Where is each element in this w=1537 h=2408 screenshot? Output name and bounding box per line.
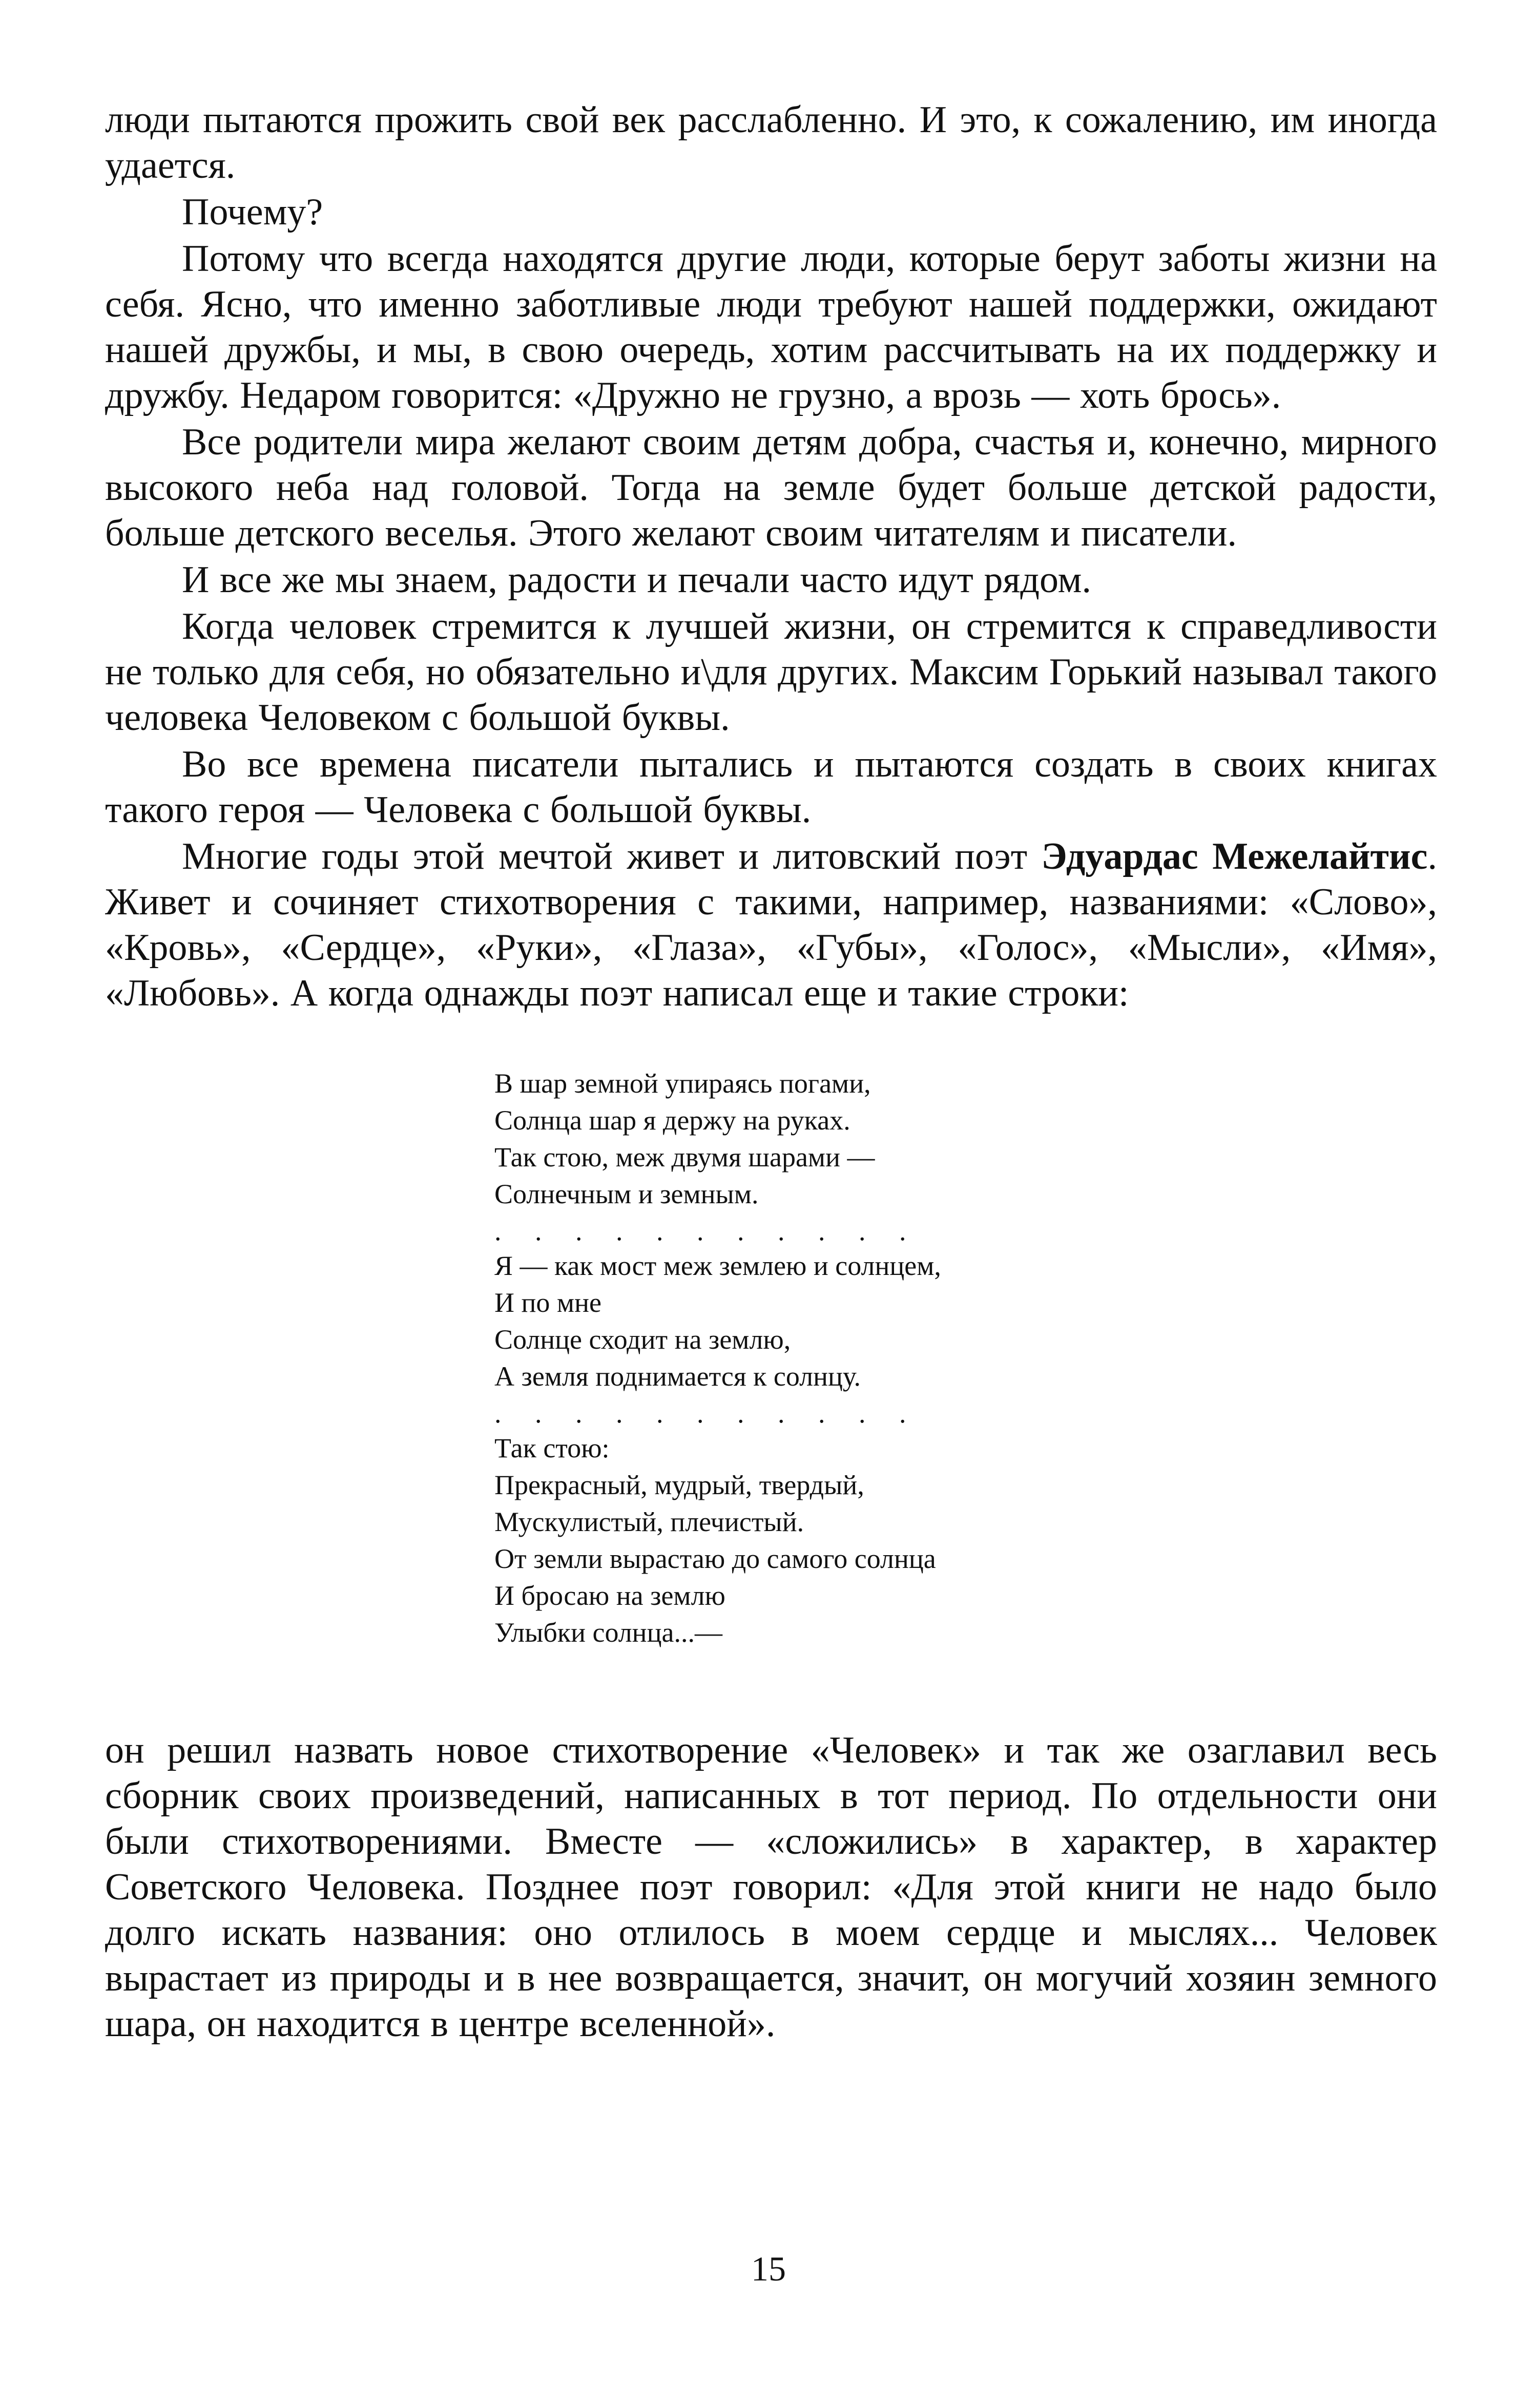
poem-line: Так стою: [494,1433,610,1463]
mezhelaitis-text-after: . Живет и сочиняет стихотворения с такими, например, названиями: «Слово», «Кровь», «Сердце», «Руки», «Глаза», «Губы», «Голос», «Мысли», «Имя», «Любовь». А когда однажды поэт написал еще и такие строки: [105,835,1437,1014]
poem-line: Я — как мост меж землею и солнцем, [494,1250,941,1281]
poem-line: А земля поднимается к солнцу. [494,1361,861,1392]
poem-line: Улыбки солнца...— [494,1617,722,1648]
poem-line: Прекрасный, мудрый, твердый, [494,1470,864,1500]
poem-ellipsis-row: . . . . . . . . . . . [494,1216,920,1246]
mezhelaitis-text-before: Многие годы этой мечтой живет и литовский поэт [182,835,1042,877]
paragraph-continuation: люди пытаются прожить свой век расслабленно. И это, к сожалению, им иногда удается. [105,99,1437,186]
poem-line: И по мне [494,1287,601,1318]
poem-line: В шар земной упираясь погами, [494,1068,871,1099]
poem-line: И бросаю на землю [494,1580,725,1611]
poem-excerpt [494,1065,1160,1651]
book-page [105,97,1437,2047]
poem-line: Мускулистый, плечистый. [494,1506,804,1537]
paragraph-question: Почему? [182,191,323,233]
poem-line: От земли вырастаю до самого солнца [494,1543,936,1574]
poem-line: Солнечным и земным. [494,1179,759,1209]
page-number: 15 [751,2249,786,2288]
paragraph-after-poem: он решил назвать новое стихотворение «Человек» и так же озаглавил весь сборник своих произведений, написанных в тот период. По отдельности они были стихотворениями. Вместе — «сложились» в характер, в характер Советского Человека. Позднее поэт говорил: «Для этой книги не надо было долго искать названия: оно отлилось в моем сердце и мыслях... Человек вырастает из природы и в нее возвращается, значит, он могучий хозяин земного шара, он находится в центре вселенной». [105,1729,1437,2045]
poem-line: Солнце сходит на землю, [494,1324,791,1355]
paragraph-justice: Когда человек стремится к лучшей жизни, он стремится к справедливости не только для себя, но обязательно и\для других. Максим Горький называл такого человека Человеком с большой буквы. [105,605,1437,739]
paragraph-caring-people: Потому что всегда находятся другие люди, которые берут заботы жизни на себя. Ясно, что именно заботливые люди требуют нашей поддержки, ожидают нашей дружбы, и мы, в свою очередь, хотим рассчитывать на их поддержку и дружбу. Недаром говорится: «Дружно не грузно, а врозь — хоть брось». [105,238,1437,416]
paragraph-joys-and-sorrows: И все же мы знаем, радости и печали часто идут рядом. [182,559,1091,601]
poem-line: Солнца шар я держу на руках. [494,1105,850,1136]
paragraph-writers-hero: Во все времена писатели пытались и пытаются создать в своих книгах такого героя — Человека с большой буквы. [105,743,1437,831]
poet-name: Эдуардас Межелайтис [1041,835,1428,877]
poem-line: Так стою, меж двумя шарами — [494,1142,875,1172]
poem-ellipsis-row: . . . . . . . . . . . [494,1398,920,1429]
paragraph-mezhelaitis [105,834,1437,1016]
paragraph-parents: Все родители мира желают своим детям добра, счастья и, конечно, мирного высокого неба над головой. Тогда на земле будет больше детской радости, больше детского веселья. Этого желают своим читателям и писатели. [105,421,1437,554]
